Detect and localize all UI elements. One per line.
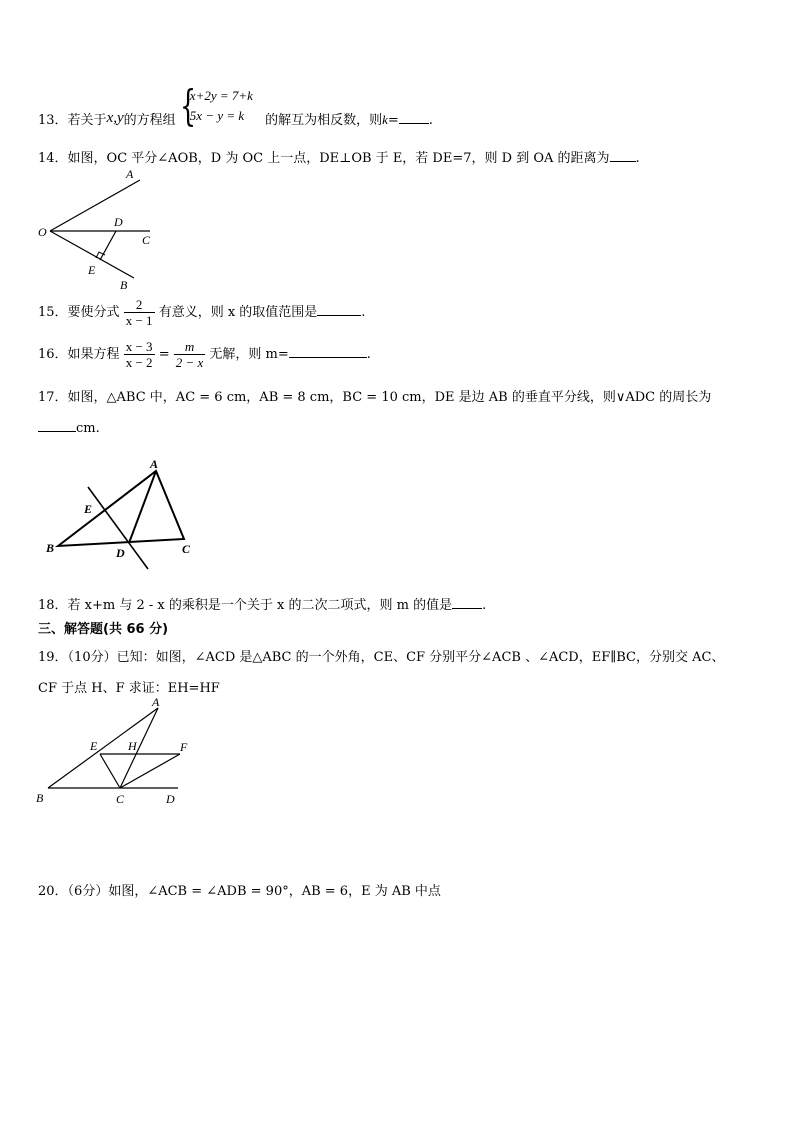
q14-text: 如图，OC 平分∠AOB，D 为 OC 上一点，DE⊥OB 于 E，若 DE=7，则 D 到 OA 的距离为	[67, 151, 610, 166]
q15-fraction	[124, 297, 155, 328]
q13-mid: 的方程组	[123, 112, 176, 128]
q19-label-E: E	[90, 739, 98, 753]
q18-end: .	[482, 598, 487, 613]
q18-answer-blank[interactable]	[452, 596, 482, 609]
question-20	[38, 880, 441, 899]
q15-number: 15．	[38, 305, 68, 320]
q13-vars: x,y	[106, 109, 124, 126]
q16-answer-blank[interactable]	[289, 345, 367, 358]
q16-f2-num: m	[174, 339, 206, 355]
q19-label-H: H	[128, 739, 137, 753]
q18-number: 18．	[38, 598, 68, 613]
q16-fraction-left	[124, 339, 155, 370]
q17-figure	[38, 455, 208, 575]
q16-post: 无解，则 m=	[209, 347, 289, 362]
q13-eqsign: =	[387, 112, 399, 128]
q17-answer-blank[interactable]	[38, 419, 76, 432]
q14-label-D: D	[114, 215, 123, 229]
q16-f1-num: x − 3	[125, 339, 153, 354]
q14-answer-blank[interactable]	[610, 149, 636, 162]
q19-line1: （10分）已知：如图，∠ACD 是△ABC 的一个外角，CE、CF 分别平分∠ACB 、∠ACD，EF∥BC，分别交 AC、	[67, 650, 725, 665]
q17-label-C: C	[182, 542, 191, 556]
question-17	[38, 386, 711, 405]
q18-text: 若 x+m 与 2 - x 的乘积是一个关于 x 的二次二项式，则 m 的值是	[67, 598, 453, 613]
q14-figure	[30, 164, 170, 294]
brace-icon: {	[179, 81, 196, 130]
q13-pre: 若关于	[67, 112, 107, 128]
q16-eq: =	[158, 347, 170, 362]
q19-line2: CF 于点 H、F 求证：EH=HF	[38, 681, 220, 696]
q13-equation-system	[179, 81, 253, 130]
q14-number: 14．	[38, 151, 68, 166]
q17-number: 17．	[38, 390, 68, 405]
q19-label-F: F	[180, 740, 188, 754]
question-13	[38, 81, 433, 130]
q14-label-O: O	[38, 225, 47, 239]
question-19	[38, 646, 724, 665]
q14-label-B: B	[120, 278, 128, 292]
q19-figure	[30, 696, 200, 811]
q15-pre: 要使分式	[67, 305, 120, 320]
q19-label-D: D	[166, 792, 175, 806]
q16-f2-den: 2 − x	[175, 355, 204, 370]
q16-pre: 如果方程	[67, 347, 120, 362]
q15-post: 有意义，则 x 的取值范围是	[158, 305, 318, 320]
section-heading: 三、解答题(共 66 分)	[38, 622, 169, 637]
q17-line1: 如图，△ABC 中，AC = 6 cm，AB = 8 cm，BC = 10 cm，DE 是边 AB 的垂直平分线，则∨ADC 的周长为	[67, 390, 712, 405]
question-19-line2	[38, 677, 220, 696]
q13-answer-blank[interactable]	[399, 111, 429, 124]
q19-label-C: C	[116, 792, 125, 806]
q14-label-A: A	[126, 167, 134, 181]
q17-label-E: E	[84, 502, 93, 516]
q16-number: 16．	[38, 347, 68, 362]
q13-eq2: 5x − y = k	[189, 108, 245, 123]
q19-label-A: A	[152, 696, 160, 709]
q17-line2: cm.	[76, 421, 100, 436]
question-17-line2	[38, 419, 100, 436]
q15-answer-blank[interactable]	[317, 303, 361, 316]
question-15	[38, 297, 365, 328]
q15-frac-den: x − 1	[125, 313, 153, 328]
question-16	[38, 339, 371, 370]
q19-number: 19．	[38, 650, 68, 665]
q14-label-C: C	[142, 233, 151, 247]
q17-label-B: B	[46, 541, 55, 555]
q13-eq1: x+2y = 7+k	[189, 88, 253, 103]
q15-frac-num: 2	[124, 297, 155, 313]
q13-k: k	[382, 111, 388, 127]
q13-number: 13．	[38, 112, 68, 128]
q15-end: .	[361, 305, 366, 320]
q17-label-D: D	[116, 546, 125, 560]
q16-end: .	[366, 347, 371, 362]
q13-end: .	[428, 112, 433, 128]
q17-label-A: A	[150, 457, 159, 471]
q14-label-E: E	[88, 263, 96, 277]
q19-label-B: B	[36, 791, 44, 805]
q16-f1-den: x − 2	[125, 355, 153, 370]
q16-fraction-right	[174, 339, 206, 370]
q13-post: 的解互为相反数，则	[265, 112, 383, 128]
q20-number: 20．	[38, 884, 68, 899]
q20-text: （6分）如图，∠ACB = ∠ADB = 90°，AB = 6，E 为 AB 中点	[67, 884, 441, 899]
q14-end: .	[635, 151, 640, 166]
question-18	[38, 594, 486, 613]
